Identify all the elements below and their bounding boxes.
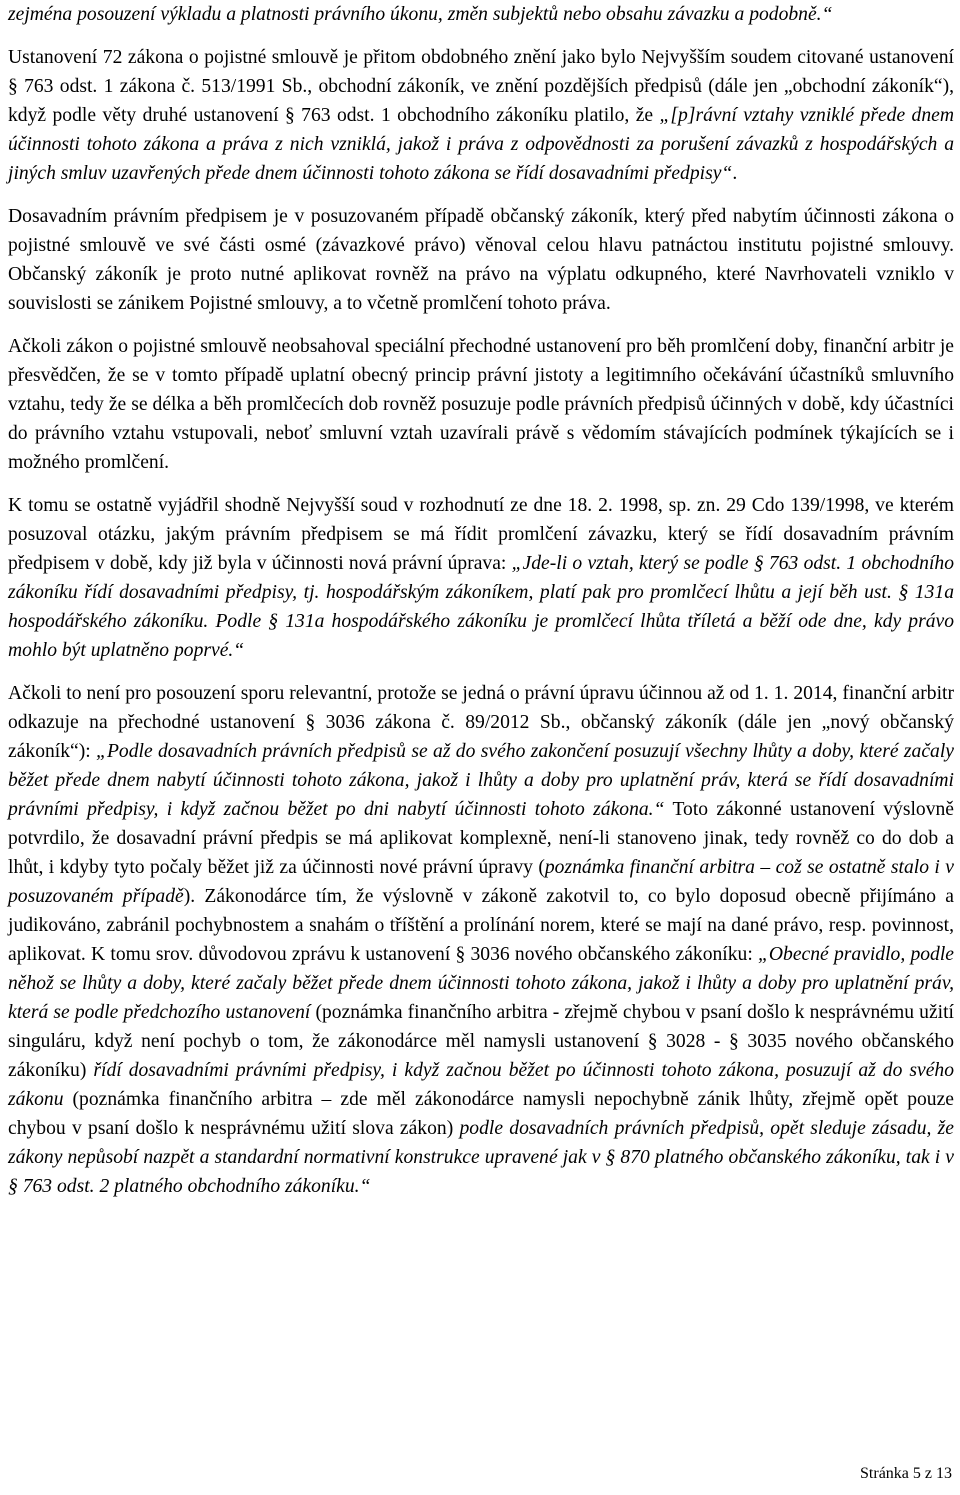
body-paragraph [8, 491, 954, 665]
quoted-text: „Obecné pravidlo, podle něhož se lhůty a doby, které začaly běžet přede dnem účinnosti tohoto zákona, jakož i lhůty a doby pro uplatnění práv, která se podle předchozího ustanovení [8, 944, 954, 1023]
quoted-text: „Jde-li o vztah, který se podle § 763 odst. 1 obchodního zákoníku řídí dosavadními předpisy, tj. hospodářským zákoníkem, platí pak pro promlčecí lhůtu a její běh ust. § 131a hospodářského zákoníku. Podle § 131a hospodářského zákoníku je promlčecí lhůta tříletá a běží ode dne, kdy právo mohlo být uplatněno poprvé.“ [8, 553, 954, 661]
paragraph-text: Ačkoli zákon o pojistné smlouvě neobsahoval speciální přechodné ustanovení pro běh promlčení doby, finanční arbitr je přesvědčen, že se v tomto případě uplatní obecný princip právní jistoty a legitimního očekávání účastníků smluvního vztahu, tedy že se délka a běh promlčecích dob rovněž posuzuje podle právních předpisů účinných v době, kdy účastníci do právního vztahu vstupovali, neboť smluvní vztah uzavírali právě s vědomím stávajících podmínek týkajících se i možného promlčení. [8, 336, 954, 473]
quoted-text: „Podle dosavadních právních předpisů se až do svého zakončení posuzují všechny lhůty a doby, které začaly běžet přede dnem nabytí účinnosti tohoto zákona, jakož i lhůty a doby pro uplatnění práv, která se řídí dosavadními právními předpisy, i když začnou běžet po dni nabytí účinnosti tohoto zákona.“ [8, 741, 954, 820]
body-paragraph [8, 43, 954, 188]
paragraph-text: Dosavadním právním předpisem je v posuzovaném případě občanský zákoník, který před nabytím účinnosti zákona o pojistné smlouvě ve své části osmé (závazkové právo) věnoval celou hlavu patnáctou institutu pojistné smlouvy. Občanský zákoník je proto nutné aplikovat rovněž na právo na výplatu odkupného, které Navrhovateli vzniklo v souvislosti se zánikem Pojistné smlouvy, a to včetně promlčení tohoto práva. [8, 206, 954, 314]
quoted-text: zejména posouzení výkladu a platnosti právního úkonu, změn subjektů nebo obsahu závazku a podobně.“ [8, 4, 833, 25]
page-number: Stránka 5 z 13 [860, 1465, 952, 1482]
quoted-text: řídí dosavadními právními předpisy, i když začnou běžet po účinnosti tohoto zákona, posuzují až do svého zákonu [8, 1060, 955, 1110]
body-paragraph [8, 332, 954, 477]
quoted-text: podle dosavadních právních předpisů, opět sleduje zásadu, že zákony nepůsobí nazpět a standardní normativní konstrukce upravené jak v § 870 platného občanského zákoníku, tak i v § 763 odst. 2 platného obchodního zákoníku.“ [8, 1118, 954, 1197]
document-page [8, 0, 954, 1201]
paragraph-text: (poznámka finančního arbitra – zde měl zákonodárce namysli nepochybně zánik lhůty, zřejmě opět pouze chybou v psaní došlo k nesprávnému užití slova zákon) [8, 1089, 954, 1139]
quoted-text: „[p]rávní vztahy vzniklé přede dnem účinnosti tohoto zákona a práva z nich vzniklá, jakož i práva z odpovědnosti za porušení závazků z hospodářských a jiných smluv uzavřených přede dnem účinnosti tohoto zákona se řídí dosavadními předpisy“ [8, 105, 954, 184]
quoted-text: poznámka finanční arbitra – což se ostatně stalo i v posuzovaném případě [8, 857, 954, 907]
paragraph-text: Ustanovení 72 zákona o pojistné smlouvě je přitom obdobného znění jako bylo Nejvyšším soudem citované ustanovení § 763 odst. 1 zákona č. 513/1991 Sb., obchodní zákoník, ve znění pozdějších předpisů (dále jen „obchodní zákoník“), když podle věty druhé ustanovení § 763 odst. 1 obchodního zákoníku platilo, že [8, 47, 954, 126]
body-paragraph [8, 202, 954, 318]
paragraph-text: (poznámka finančního arbitra - zřejmě chybou v psaní došlo k nesprávnému užití singuláru, když není pochyb o tom, že zákonodárce měl namysli ustanovení § 3028 - § 3035 nového občanského zákoníku) [8, 1002, 954, 1081]
paragraph-text: ). Zákonodárce tím, že výslovně v zákoně zakotvil to, co bylo doposud obecně přijímáno a judikováno, zabránil pochybnostem a snahám o tříštění a prolínání norem, které se mají na dané právo, resp. povinnost, aplikovat. K tomu srov. důvodovou zprávu k ustanovení § 3036 nového občanského zákoníku: [8, 886, 954, 965]
body-paragraph [8, 0, 954, 29]
paragraph-text: K tomu se ostatně vyjádřil shodně Nejvyšší soud v rozhodnutí ze dne 18. 2. 1998, sp. zn. 29 Cdo 139/1998, ve kterém posuzoval otázku, jakým právním předpisem se má řídit promlčení závazku, který se řídí dosavadním právním předpisem v době, kdy již byla v účinnosti nová právní úprava: [8, 495, 954, 574]
paragraph-text: Ačkoli to není pro posouzení sporu relevantní, protože se jedná o právní úpravu účinnou až od 1. 1. 2014, finanční arbitr odkazuje na přechodné ustanovení § 3036 zákona č. 89/2012 Sb., občanský zákoník (dále jen „nový občanský zákoník“): [8, 683, 954, 762]
paragraph-text: . [732, 163, 738, 184]
paragraph-text: Toto zákonné ustanovení výslovně potvrdilo, že dosavadní právní předpis se má aplikovat komplexně, není-li stanoveno jinak, tedy rovněž co do dob a lhůt, i kdyby tyto počaly běžet již za účinnosti nové právní úpravy ( [8, 799, 954, 878]
body-paragraph [8, 679, 954, 1201]
